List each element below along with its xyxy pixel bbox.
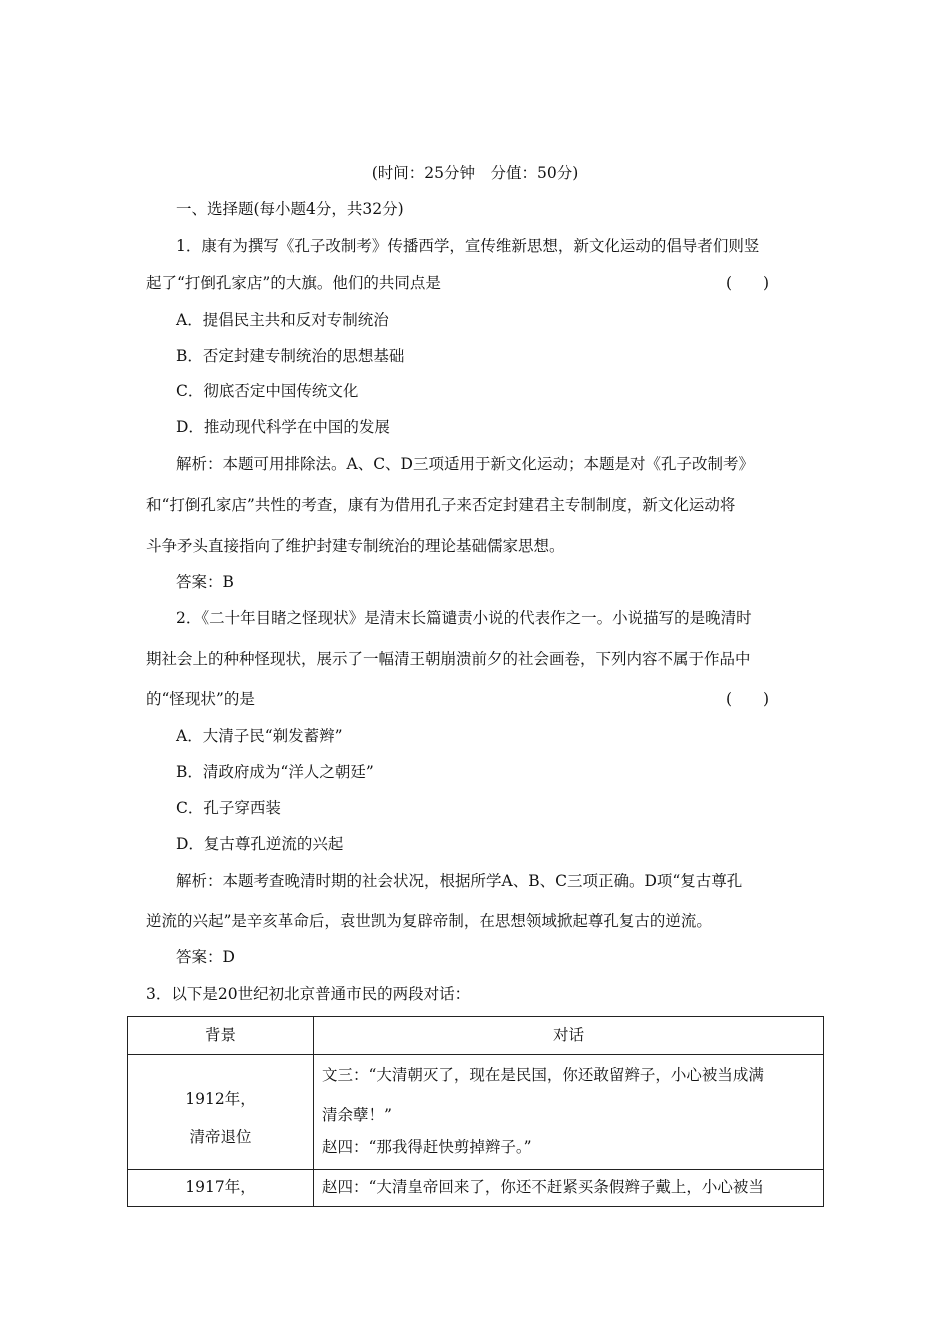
table-row xyxy=(128,1170,824,1207)
cell-text: 1912年， xyxy=(185,1090,256,1108)
q1-stem-line1: 1．康有为撰写《孔子改制考》传播西学，宣传维新思想，新文化运动的倡导者们则竖 xyxy=(176,237,760,255)
q2-option-a: A．大清子民“剃发蓄辫” xyxy=(176,727,343,745)
q1-answer: 答案：B xyxy=(176,573,234,591)
cell-text: 清帝退位 xyxy=(189,1128,252,1146)
q3-stem: 3．以下是20世纪初北京普通市民的两段对话： xyxy=(146,985,471,1003)
dialog-line: 文三：“大清朝灭了，现在是民国，你还敢留辫子，小心被当成满 xyxy=(322,1066,764,1084)
q2-answer-blank: ( ) xyxy=(726,690,770,708)
q1-option-b: B．否定封建专制统治的思想基础 xyxy=(176,347,405,365)
q2-option-b: B．清政府成为“洋人之朝廷” xyxy=(176,763,374,781)
dialog-line: 清余孽！” xyxy=(322,1106,392,1124)
section-title: 一、选择题(每小题4分，共32分) xyxy=(176,200,404,218)
table-header-background: 背景 xyxy=(128,1017,314,1055)
q2-analysis-line2: 逆流的兴起”是辛亥革命后，袁世凯为复辟帝制，在思想领域掀起尊孔复古的逆流。 xyxy=(146,912,712,930)
dialog-line: 赵四：“那我得赶快剪掉辫子。” xyxy=(322,1138,532,1156)
q1-option-a: A．提倡民主共和反对专制统治 xyxy=(176,311,389,329)
q1-answer-blank: ( ) xyxy=(726,274,770,292)
q1-analysis-line2: 和“打倒孔家店”共性的考查，康有为借用孔子来否定封建君主专制制度，新文化运动将 xyxy=(146,496,736,514)
q1-analysis-line3: 斗争矛头直接指向了维护封建专制统治的理论基础儒家思想。 xyxy=(146,537,565,555)
q1-analysis-line1: 解析：本题可用排除法。A、C、D三项适用于新文化运动；本题是对《孔子改制考》 xyxy=(176,455,754,473)
exam-info: (时间：25分钟 分值：50分) xyxy=(371,164,579,182)
cell-text: 1917年， xyxy=(185,1178,256,1196)
dialog-table xyxy=(127,1016,824,1207)
table-cell-background xyxy=(128,1055,314,1170)
q2-option-d: D．复古尊孔逆流的兴起 xyxy=(176,835,344,853)
q2-stem-line1: 2．《二十年目睹之怪现状》是清末长篇谴责小说的代表作之一。小说描写的是晚清时 xyxy=(176,609,752,627)
q2-stem-line3: 的“怪现状”的是 xyxy=(146,690,255,708)
table-header-row xyxy=(128,1017,824,1055)
q2-stem-line2: 期社会上的种种怪现状，展示了一幅清王朝崩溃前夕的社会画卷，下列内容不属于作品中 xyxy=(146,650,751,668)
q1-option-c: C．彻底否定中国传统文化 xyxy=(176,382,359,400)
q2-option-c: C．孔子穿西装 xyxy=(176,799,281,817)
table-cell-dialog xyxy=(314,1055,824,1170)
table-header-dialog: 对话 xyxy=(314,1017,824,1055)
q2-analysis-line1: 解析：本题考查晚清时期的社会状况，根据所学A、B、C三项正确。D项“复古尊孔 xyxy=(176,872,743,890)
dialog-line: 赵四：“大清皇帝回来了，你还不赶紧买条假辫子戴上，小心被当 xyxy=(322,1178,764,1196)
q1-option-d: D．推动现代科学在中国的发展 xyxy=(176,418,390,436)
q2-answer: 答案：D xyxy=(176,948,235,966)
q1-stem-line2: 起了“打倒孔家店”的大旗。他们的共同点是 xyxy=(146,274,441,292)
table-cell-dialog xyxy=(314,1170,824,1207)
table-cell-background xyxy=(128,1170,314,1207)
table-row xyxy=(128,1055,824,1170)
